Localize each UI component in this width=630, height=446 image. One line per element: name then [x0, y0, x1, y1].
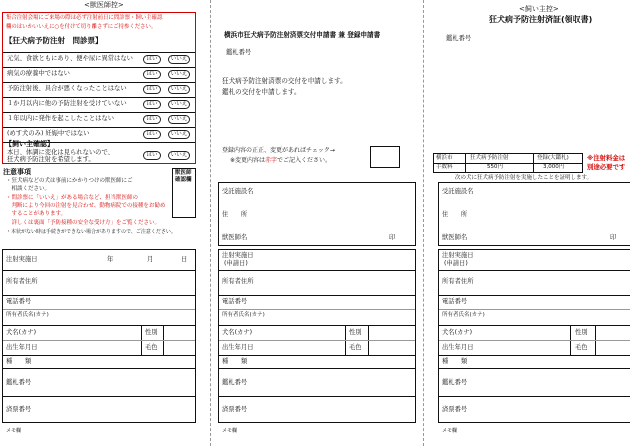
ticket-no-label: 済票番号 — [6, 406, 32, 413]
caution-3: ・問診票に「いいえ」がある場合など、担当獣医師の — [6, 195, 139, 201]
day-label: 日 — [181, 256, 188, 263]
application-tag-label: 鑑札番号 — [226, 49, 252, 56]
fee-note-1: ※注射料金は — [587, 154, 626, 162]
app-memo-label: メモ欄 — [222, 428, 238, 434]
caution-4: 判断により今回の注射を見合わせ、動物病院での接種をお勧め — [6, 203, 166, 209]
caution-2: 相談ください。 — [6, 186, 51, 192]
caution-1: ・狂犬病などの犬は事前にかかりつけの獣医師にご — [6, 178, 133, 184]
q4-no[interactable]: いいえ — [168, 100, 190, 109]
caution-7: ・本状がない時は手続きができない場合がありますので、ご注意ください。 — [6, 229, 176, 235]
owner-check-line-2: 狂犬病予防注射を希望します。 — [7, 156, 95, 163]
notice-line-1: 集合注射会場にご来場の際は必ず注射前日に問診票・飼い主確認 — [6, 15, 163, 21]
address-label: 住 所 — [222, 211, 248, 218]
proof-statement: 次の犬に狂犬病予防注射を実施したことを証明します。 — [455, 175, 593, 181]
owner-check-line-1: 本日、体調に変化は見られないので、 — [7, 149, 114, 156]
breed-label: 種 類 — [6, 358, 32, 365]
own-owner-address-label: 所有者住所 — [442, 278, 474, 285]
fee-registration-amount: 3,000円 — [543, 164, 565, 170]
fee-registration-label: 登録(大鑑札) — [537, 155, 569, 161]
facility-label: 受託施設名 — [222, 188, 254, 195]
questionnaire-title: 【狂犬病予防注射 問診票】 — [5, 36, 103, 45]
own-tag-no-label: 鑑札番号 — [442, 379, 468, 386]
app-ticket-no-label: 済票番号 — [222, 406, 248, 413]
app-phone-label: 電話番号 — [222, 298, 248, 305]
app-breed-label: 種 類 — [222, 358, 248, 365]
change-checkbox[interactable] — [370, 146, 400, 168]
date-label: 注射実施日 — [6, 256, 38, 263]
q5-no[interactable]: いいえ — [168, 115, 190, 124]
question-1: 元気、食欲ともにあり、便や尿に異常はない — [7, 55, 133, 62]
q1-yes[interactable]: はい — [143, 55, 161, 64]
owner-seal-mark: 印 — [610, 234, 617, 241]
app-sex-label: 性別 — [349, 329, 362, 336]
birth-label: 出生年月日 — [6, 344, 38, 351]
owner-address-label: 所有者住所 — [6, 278, 38, 285]
perforation-line-1 — [210, 0, 211, 446]
owner-facility-label: 受託施設名 — [442, 188, 474, 195]
change-note: ※変更内容は赤字でご記入ください。 — [230, 157, 332, 164]
perforation-line-2 — [423, 0, 424, 446]
q1-no[interactable]: いいえ — [168, 55, 190, 64]
app-owner-name-label: 所有者氏名(カナ) — [222, 312, 265, 318]
fee-city: 横浜市 — [436, 155, 453, 161]
statement-line-2: 鑑札の交付を申請します。 — [222, 88, 301, 96]
app-date-sub: (申請日) — [224, 260, 248, 267]
own-sex-label: 性別 — [575, 329, 588, 336]
seal-mark: 印 — [389, 234, 396, 241]
own-memo-label: メモ欄 — [442, 428, 458, 434]
question-4: １か月以内に他の予防注射を受けていない — [7, 100, 127, 107]
q4-yes[interactable]: はい — [143, 100, 161, 109]
own-coat-label: 毛色 — [575, 344, 588, 351]
q6-no[interactable]: いいえ — [168, 130, 190, 139]
fee-label: 手数料 — [436, 164, 453, 170]
own-dog-name-label: 犬名(カナ) — [442, 329, 473, 336]
question-3: 予防注射後、具合が悪くなったことはない — [7, 85, 127, 92]
vet-confirm-label-2: 確認欄 — [175, 177, 192, 183]
memo-label: メモ欄 — [6, 428, 22, 434]
app-tag-no-label: 鑑札番号 — [222, 379, 248, 386]
month-label: 月 — [147, 256, 154, 263]
fee-vaccine-label: 狂犬病予防注射 — [470, 155, 509, 161]
own-ticket-no-label: 済票番号 — [442, 406, 468, 413]
year-label: 年 — [107, 256, 114, 263]
change-check-prompt: 登録内容の正正、変更があればチェック→ — [222, 147, 335, 154]
app-dog-name-label: 犬名(カナ) — [222, 329, 253, 336]
app-owner-address-label: 所有者住所 — [222, 278, 254, 285]
vet-confirm-label-1: 獣医師 — [175, 170, 192, 176]
statement-line-1: 狂犬病予防注射済票の交付を申請します。 — [222, 77, 347, 85]
question-5: １年以内に発作を起こしたことはない — [7, 115, 115, 122]
application-column — [212, 0, 422, 446]
owner-copy-column — [425, 0, 630, 446]
question-2: 病気の療養中ではない — [7, 70, 70, 77]
caution-6: 詳しくは裏面「予防接種の安全な受け方」をご覧ください。 — [6, 220, 161, 226]
owner-copy-header: <飼い主控> — [519, 5, 559, 13]
own-date-label: 注射実施日 — [442, 252, 474, 259]
cautions-title: 注意事項 — [3, 168, 31, 176]
own-breed-label: 種 類 — [442, 358, 468, 365]
owner-vet-name-label: 獣医師名 — [442, 234, 468, 241]
app-birth-label: 出生年月日 — [222, 344, 254, 351]
own-date-sub: (申請日) — [444, 260, 468, 267]
q2-yes[interactable]: はい — [143, 70, 161, 79]
vet-copy-header: <獣医師控> — [84, 1, 124, 9]
tag-no-label: 鑑札番号 — [6, 379, 32, 386]
sex-label: 性別 — [145, 329, 158, 336]
q3-yes[interactable]: はい — [143, 85, 161, 94]
coat-label: 毛色 — [145, 344, 158, 351]
fee-vaccine-amount: 550円 — [487, 164, 503, 170]
owner-check-title: 【飼い主確認】 — [5, 140, 54, 148]
phone-label: 電話番号 — [6, 298, 32, 305]
owner-yes[interactable]: はい — [143, 151, 161, 160]
notice-line-2: 欄のはいかいいえに○を付けて切り離さずにご持参ください。 — [6, 24, 157, 30]
q2-no[interactable]: いいえ — [168, 70, 190, 79]
vet-name-label: 獣医師名 — [222, 234, 248, 241]
app-coat-label: 毛色 — [349, 344, 362, 351]
application-title: 横浜市狂犬病予防注射済票交付申請書 兼 登録申請書 — [224, 31, 381, 39]
q3-no[interactable]: いいえ — [168, 85, 190, 94]
owner-tag-label: 鑑札番号 — [446, 35, 472, 42]
owner-address-vet-label: 住 所 — [442, 211, 468, 218]
q6-yes[interactable]: はい — [143, 130, 161, 139]
own-phone-label: 電話番号 — [442, 298, 468, 305]
dog-name-label: 犬名(カナ) — [6, 329, 37, 336]
certificate-title: 狂犬病予防注射済証(領収書) — [489, 15, 593, 24]
own-owner-name-label: 所有者氏名(カナ) — [442, 312, 485, 318]
own-birth-label: 出生年月日 — [442, 344, 474, 351]
app-date-label: 注射実施日 — [222, 252, 254, 259]
vet-copy-column — [0, 0, 210, 446]
owner-name-label: 所有者氏名(カナ) — [6, 312, 49, 318]
fee-note-2: 別途必要です — [587, 163, 626, 171]
owner-no[interactable]: いいえ — [168, 151, 190, 160]
question-6: (めす犬のみ) 妊娠中ではない — [7, 130, 90, 137]
caution-5: することがあります。 — [6, 211, 67, 217]
q5-yes[interactable]: はい — [143, 115, 161, 124]
